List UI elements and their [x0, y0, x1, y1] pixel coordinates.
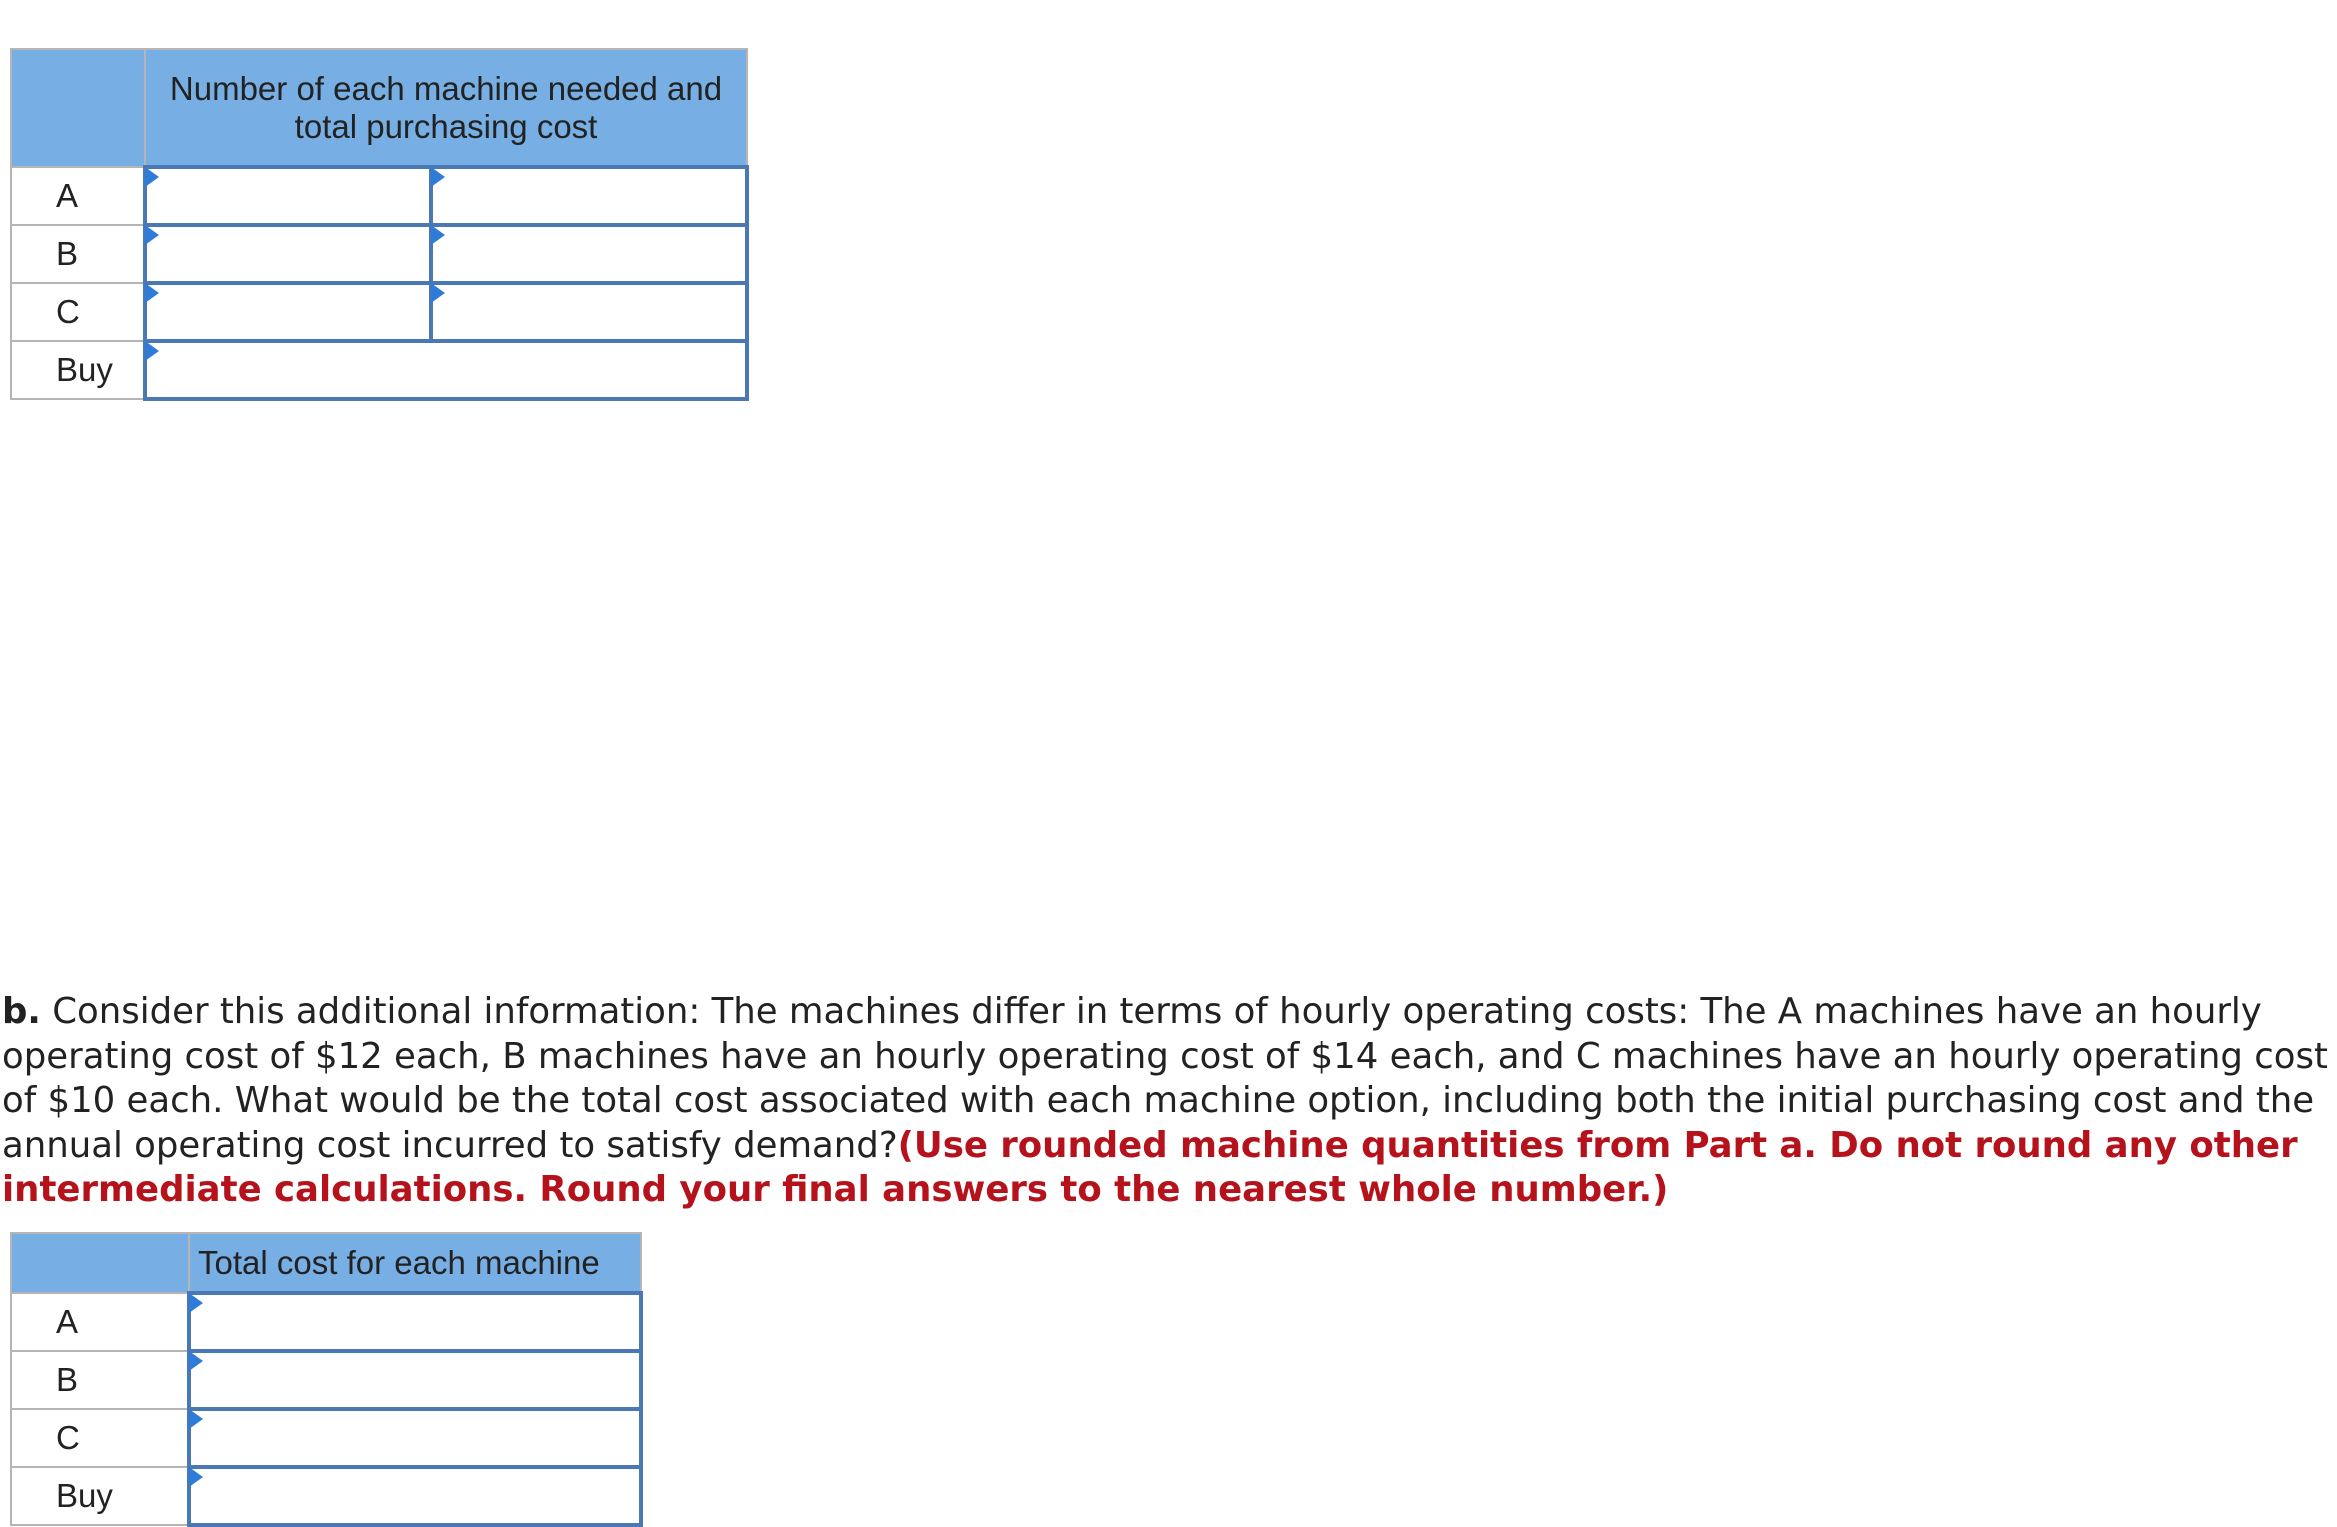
total-cost-header: Total cost for each machine: [189, 1233, 641, 1293]
purchasing-cost-a-cell: [431, 167, 747, 225]
row-label-b: B: [11, 225, 145, 283]
table-row: [11, 167, 747, 225]
row-label-c: C: [11, 1409, 189, 1467]
purchasing-cost-table: [10, 48, 749, 401]
input-marker-icon: [145, 167, 159, 187]
input-marker-icon: [189, 1351, 203, 1371]
input-marker-icon: [431, 283, 445, 303]
buy-cost-input[interactable]: [147, 353, 745, 387]
total-cost-b-input[interactable]: [191, 1363, 639, 1397]
part-b-label: b.: [2, 991, 41, 1032]
table-row: [11, 1293, 641, 1351]
input-marker-icon: [145, 341, 159, 361]
purchasing-cost-b-cell: [431, 225, 747, 283]
machine-count-a-input[interactable]: [147, 179, 429, 213]
table-row: [11, 225, 747, 283]
input-marker-icon: [145, 225, 159, 245]
total-cost-c-cell: [189, 1409, 641, 1467]
row-label-a: A: [11, 167, 145, 225]
table-row: [11, 1351, 641, 1409]
total-cost-buy-cell: [189, 1467, 641, 1525]
purchasing-cost-header: Number of each machine needed and total purchasing cost: [145, 49, 747, 167]
row-label-buy: Buy: [11, 341, 145, 399]
total-cost-c-input[interactable]: [191, 1421, 639, 1455]
total-cost-buy-input[interactable]: [191, 1479, 639, 1513]
total-cost-a-input[interactable]: [191, 1305, 639, 1339]
input-marker-icon: [431, 225, 445, 245]
machine-count-c-cell: [145, 283, 431, 341]
part-b-text: Consider this additional information: The machines differ in terms of hourly operating costs: The A machines have an hourly operating cost of $12 each, B machines have an hourly operating cost of $14 each, and C machines have an hourly operating cost of $10 each. What would be the total cost associated with each machine option, including both the initial purchasing cost and the annual operating cost incurred to satisfy demand?: [2, 991, 2328, 1166]
machine-count-a-cell: [145, 167, 431, 225]
table-row: [11, 1467, 641, 1525]
input-marker-icon: [189, 1467, 203, 1487]
part-b-question: [2, 990, 2335, 1213]
input-marker-icon: [189, 1409, 203, 1429]
header-corner-cell: [11, 1233, 189, 1293]
input-marker-icon: [431, 167, 445, 187]
purchasing-cost-a-input[interactable]: [433, 179, 745, 213]
total-cost-table: [10, 1232, 643, 1527]
purchasing-cost-c-cell: [431, 283, 747, 341]
part-b-instruction: (Use rounded machine quantities from Part a. Do not round any other intermediate calculations. Round your final answers to the nearest whole number.): [2, 1124, 2298, 1210]
table-row: [11, 341, 747, 399]
machine-count-b-input[interactable]: [147, 237, 429, 271]
total-cost-a-cell: [189, 1293, 641, 1351]
machine-count-b-cell: [145, 225, 431, 283]
row-label-buy: Buy: [11, 1467, 189, 1525]
table-row: [11, 283, 747, 341]
row-label-a: A: [11, 1293, 189, 1351]
row-label-b: B: [11, 1351, 189, 1409]
purchasing-cost-c-input[interactable]: [433, 295, 745, 329]
purchasing-cost-b-input[interactable]: [433, 237, 745, 271]
total-cost-b-cell: [189, 1351, 641, 1409]
row-label-c: C: [11, 283, 145, 341]
buy-cost-cell: [145, 341, 747, 399]
input-marker-icon: [145, 283, 159, 303]
header-corner-cell: [11, 49, 145, 167]
table-row: [11, 1409, 641, 1467]
machine-count-c-input[interactable]: [147, 295, 429, 329]
input-marker-icon: [189, 1293, 203, 1313]
